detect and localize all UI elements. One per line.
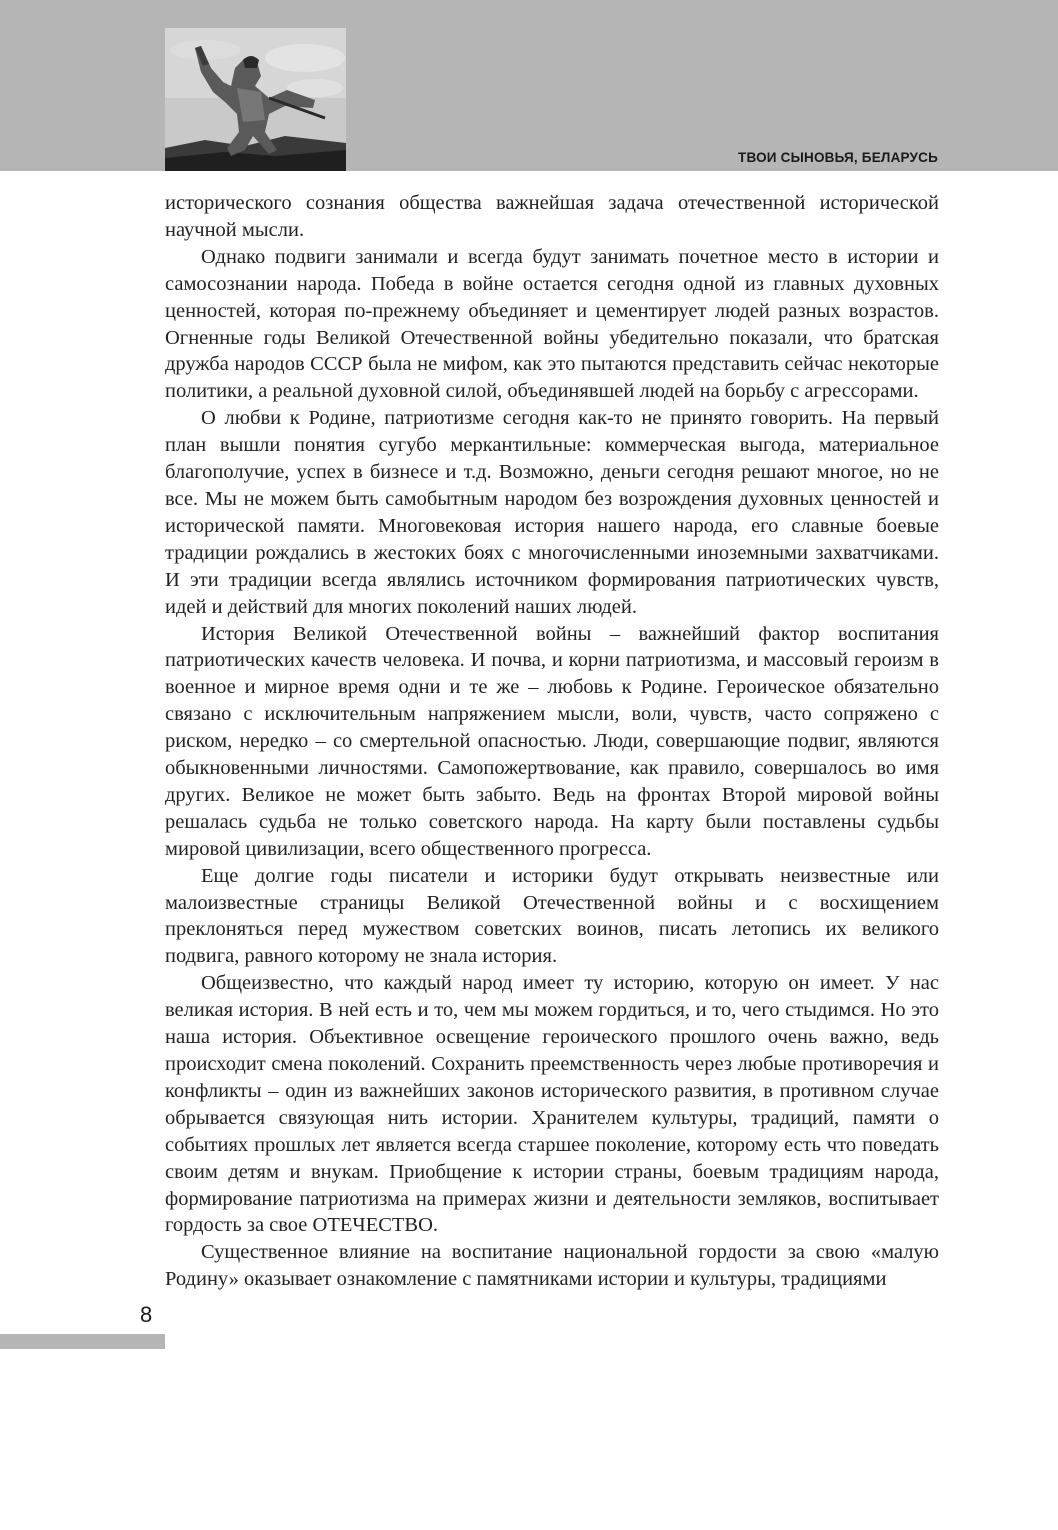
paragraph-5: Еще долгие годы писатели и историки будут открывать неизвестные или малоизвестные страницы Великой Отечественной войны и с восхищением преклоняться перед мужеством советских воинов, писать летопись их великого подвига, равного которому не знала история. [165, 864, 939, 968]
paragraph-7: Существенное влияние на воспитание национальной гордости за свою «малую Родину» оказывает ознакомление с памятниками истории и культуры, традициями [165, 1241, 939, 1291]
paragraph-4: История Великой Отечественной войны – важнейший фактор воспитания патриотических качеств человека. И почва, и корни патриотизма, и массовый героизм в военное и мирное время одни и те же – любовь к Родине. Героическое обязательно связано с исключительным напряжением мысли, воли, чувств, часто сопряжено с риском, нередко – со смертельной опасностью. Люди, совершающие подвиг, являются обыкновенными личностями. Самопожертвование, как правило, совершалось во имя других. Великое не может быть забыто. Ведь на фронтах Второй мировой войны решалась судьба не только советского народа. На карту были поставлены судьбы мировой цивилизации, всего общественного прогресса. [165, 622, 939, 860]
page-number: 8 [140, 1302, 153, 1327]
running-title: ТВОИ СЫНОВЬЯ, БЕЛАРУСЬ [738, 150, 938, 165]
paragraph-3: О любви к Родине, патриотизме сегодня как-то не принято говорить. На первый план вышли понятия сугубо меркантильные: коммерческая выгода, материальное благополучие, успех в бизнесе и т.д. Возможно, деньги сегодня решают многое, но не все. Мы не можем быть самобытным народом без возрождения духовных ценностей и исторической памяти. Многовековая история нашего народа, его славные боевые традиции рождались в жестоких боях с многочисленными иноземными захватчиками. И эти традиции всегда являлись источником формирования патриотических чувств, идей и действий для многих поколений наших людей. [165, 407, 939, 618]
paragraph-1: исторического сознания общества важнейшая задача отечественной исторической научной мысли. [165, 192, 939, 241]
header-band [0, 0, 1058, 171]
paragraph-2: Однако подвиги занимали и всегда будут занимать почетное место в истории и самосознании народа. Победа в войне остается сегодня одной из главных духовных ценностей, которая по-прежнему объединяет и цементирует людей разных возрастов. Огненные годы Великой Отечественной войны убедительно показали, что братская дружба народов СССР была не мифом, как это пытаются представить сейчас некоторые политики, а реальной духовной силой, объединявшей людей на борьбу с агрессорами. [165, 245, 939, 403]
soldier-photo [165, 28, 346, 171]
soldier-photo-illustration [165, 28, 346, 171]
paragraph-6: Общеизвестно, что каждый народ имеет ту историю, которую он имеет. У нас великая история. В ней есть и то, чем мы можем гордиться, и то, чего стыдимся. Но это наша история. Объективное освещение героического прошлого очень важно, ведь происходит смена поколений. Сохранить преемственность через любые противоречия и конфликты – один из важнейших законов исторического развития, в противном случае обрывается связующая нить истории. Хранителем культуры, традиций, памяти о событиях прошлых лет является всегда старшее поколение, которому есть что поведать своим детям и внукам. Приобщение к истории страны, боевым традициям народа, формирование патриотизма на примерах жизни и деятельности земляков, воспитывает гордость за свое ОТЕЧЕСТВО. [165, 972, 939, 1237]
footer-bar [0, 1334, 165, 1349]
article-body [165, 190, 939, 1293]
